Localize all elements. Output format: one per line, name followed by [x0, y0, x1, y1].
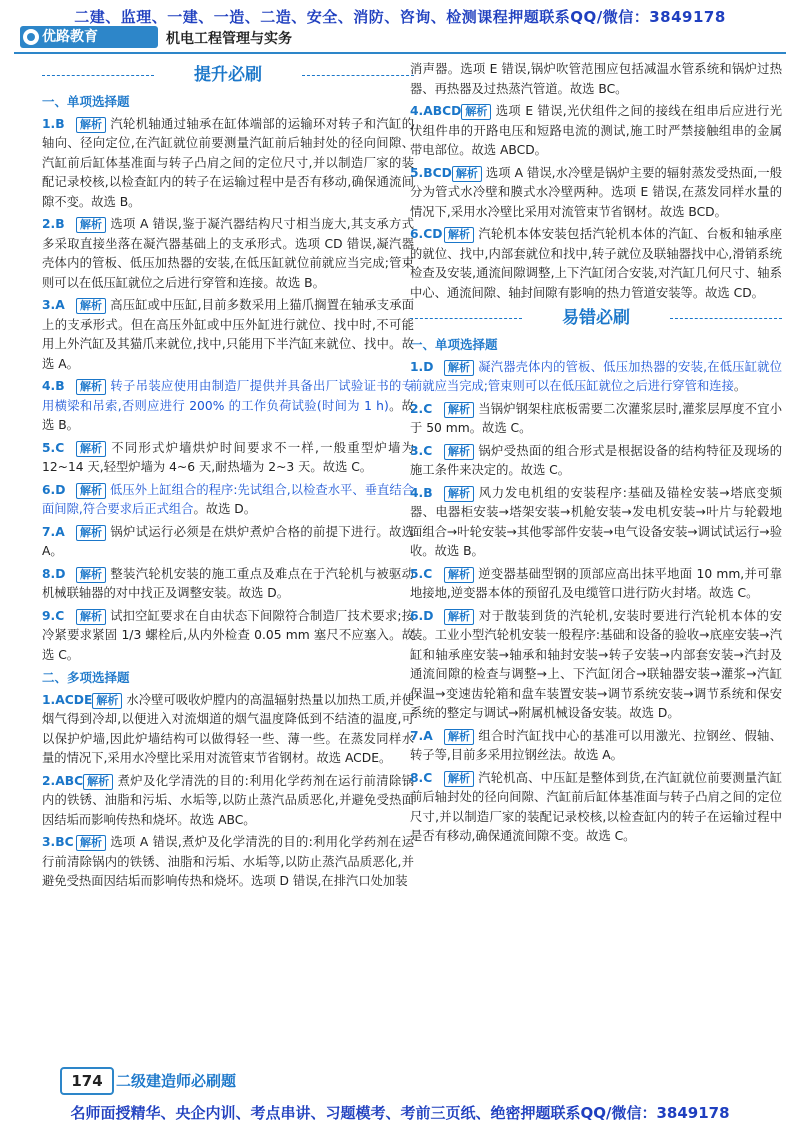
answer-number: 3.BC: [42, 835, 74, 849]
answer-number: 5.BCD: [410, 165, 452, 180]
answer-item: [42, 115, 414, 213]
analysis-tag: 解析: [76, 379, 106, 395]
analysis-tag: 解析: [444, 402, 474, 418]
answer-number: 1.ACDE: [42, 692, 93, 707]
answer-item: [42, 296, 414, 374]
answer-text: 试扣空缸要求在自由状态下间隙符合制造厂技术要求;按冷紧要求紧固 1/3 螺栓后,从内外检查 0.05 mm 塞尺不应塞入。故选 C。: [42, 608, 414, 662]
title-rule: [42, 75, 154, 76]
analysis-tag: 解析: [76, 117, 106, 133]
bottom-promo-banner: 名师面授精华、央企内训、考点串讲、习题模考、考前三页纸、绝密押题联系QQ/微信：3849178: [70, 1104, 730, 1122]
answer-item: [410, 225, 782, 303]
answer-text: 整装汽轮机安装的施工重点及难点在于汽轮机与被驱动机械联轴器的对中找正及调整安装。故选 D。: [42, 566, 414, 600]
section-title-text: 易错必刷: [562, 308, 630, 328]
answer-text: 不同形式炉墙烘炉时间要求不一样,一般重型炉墙为 12~14 天,轻型炉墙为 4~6 天,耐热墙为 2~3 天。故选 C。: [42, 440, 414, 474]
answer-item: [410, 607, 782, 724]
analysis-tag: 解析: [444, 486, 474, 502]
answer-number: 8.C: [410, 770, 433, 785]
logo-icon: [23, 29, 39, 45]
title-rule: [670, 318, 782, 319]
top-promo-banner: 二建、监理、一建、一造、二造、安全、消防、咨询、检测课程押题联系QQ/微信：3849178: [74, 8, 726, 26]
answer-text: 。故选 B。: [42, 398, 414, 432]
answer-number: 5.C: [410, 566, 433, 581]
answer-number: 9.C: [42, 608, 65, 623]
answer-number: 6.CD: [410, 227, 443, 241]
analysis-tag: 解析: [444, 771, 474, 787]
answer-number: 1.B: [42, 116, 65, 131]
answer-item: [410, 358, 782, 397]
analysis-tag: 解析: [444, 609, 474, 625]
analysis-tag: 解析: [461, 104, 491, 120]
analysis-tag: 解析: [76, 567, 106, 583]
analysis-tag: 解析: [83, 774, 113, 790]
answer-number: 7.A: [42, 524, 65, 539]
subsection-multi: 二、多项选择题: [42, 670, 130, 685]
page-header: [14, 26, 786, 54]
logo-text: 优路教育: [42, 29, 98, 45]
analysis-tag: 解析: [76, 609, 106, 625]
answer-item: [410, 442, 782, 481]
analysis-tag: 解析: [76, 441, 106, 457]
answer-number: 4.B: [410, 485, 433, 500]
right-column: [410, 60, 782, 850]
answer-number: 2.C: [410, 401, 433, 416]
answer-item: [42, 833, 414, 892]
analysis-tag: 解析: [76, 835, 106, 851]
answer-item: [42, 523, 414, 562]
subsection-single: 一、单项选择题: [410, 337, 498, 352]
page-number: 174: [60, 1067, 114, 1095]
answer-item: [410, 727, 782, 766]
answer-text: 汽轮机轴通过轴承在缸体端部的运输环对转子和汽缸的轴向、径向定位,在汽缸就位前要测量汽缸前后轴封处的径向间隙、汽缸前后缸体基准面与转子凸肩之间的定位尺寸,并以制造厂家的装配记录校核,以检查缸内的转子在运输过程中是否有移动,确保通流间隙不变。故选 B。: [42, 116, 414, 209]
answer-number: 3.C: [410, 443, 433, 458]
answer-number: 3.A: [42, 298, 65, 312]
answer-number: 2.ABC: [42, 773, 84, 788]
answer-text: 。: [733, 379, 747, 393]
analysis-tag: 解析: [444, 444, 474, 460]
answer-text: 选项 A 错误,鉴于凝汽器结构尺寸相当庞大,其支承方式多采取直接坐落在凝汽器基础上的支承形式。选项 CD 错误,凝汽器壳体内的管板、低压加热器的安装,在低压缸就位前就应当完成;管束则可以在低压缸就位之后进行穿管和连接。故选 B。: [42, 217, 414, 290]
answer-text: 汽轮机高、中压缸是整体到货,在汽缸就位前要测量汽缸前后轴封处的径向间隙、汽缸前后缸体基准面与转子凸肩之间的定位尺寸,并以制造厂家的装配记录校核,以检查缸内的转子在运输过程中是否有移动,确保通流间隙不变。故选 C。: [410, 770, 782, 843]
answer-text: 风力发电机组的安装程序:基础及锚栓安装→塔底变频器、电器柜安装→塔架安装→机舱安装→发电机安装→叶片与轮毂地面组合→叶轮安装→其他零部件安装→电气设备安装→调试试运行→验收。故选 B。: [410, 485, 782, 558]
answer-number: 1.D: [410, 359, 434, 374]
analysis-tag: 解析: [444, 360, 474, 376]
highlighted-text: 转子吊装应使用由制造厂提供并具备出厂试验证书的专用横梁和吊索,否则应进行 200% 的工作负荷试验(时间为 1 h): [42, 379, 414, 413]
answer-item: [42, 439, 414, 478]
answer-text: 选项 E 错误,光伏组件之间的接线在组串后应进行光伏组件串的开路电压和短路电流的测试,施工时严禁接触组串的金属带电部位。故选 ABCD。: [410, 104, 782, 157]
answer-item: [42, 565, 414, 604]
answer-text: 逆变器基础型钢的顶部应高出抹平地面 10 mm,并可靠地接地,逆变器本体的预留孔及电缆管口进行防火封堵。故选 C。: [410, 566, 782, 600]
analysis-tag: 解析: [76, 483, 106, 499]
answer-item: [42, 607, 414, 666]
answer-number: 4.ABCD: [410, 104, 462, 118]
analysis-tag: 解析: [444, 567, 474, 583]
answer-item: [410, 400, 782, 439]
answer-item: [42, 481, 414, 520]
analysis-tag: 解析: [76, 217, 106, 233]
answer-continuation: 消声器。选项 E 错误,锅炉吹管范围应包括减温水管系统和锅炉过热器、再热器及过热蒸汽管道。故选 BC。: [410, 62, 782, 96]
analysis-tag: 解析: [452, 166, 482, 182]
subsection-single: 一、单项选择题: [42, 94, 130, 109]
highlighted-text: 凝汽器壳体内的管板、低压加热器的安装,在低压缸就位前就应当完成;管束则可以在低压缸就位之后进行穿管和连接: [410, 359, 782, 393]
answer-item: [42, 691, 414, 769]
answer-text: 组合时汽缸找中心的基准可以用激光、拉钢丝、假轴、转子等,目前多采用拉钢丝法。故选 A。: [410, 728, 782, 762]
answer-item: [410, 164, 782, 223]
answer-text: 。故选 D。: [193, 502, 257, 516]
answer-item: [410, 769, 782, 847]
answer-text: 选项 A 错误,煮炉及化学清洗的目的:利用化学药剂在运行前清除锅内的铁锈、油脂和污垢、水垢等,以防止蒸汽品质恶化,并避免受热面因结垢而影响传热和烧坏。选项 D 错误,在排汽口处加装: [42, 835, 414, 888]
answer-number: 2.B: [42, 217, 65, 231]
answer-item: [410, 484, 782, 562]
answer-text: 对于散装到货的汽轮机,安装时要进行汽轮机本体的安装。工业小型汽轮机安装一般程序:基础和设备的验收→底座安装→汽缸和轴承座安装→轴承和轴封安装→转子安装→内部套安装→汽封及通流间隙的检查与调整→上、下汽缸闭合→联轴器安装→灌浆→汽缸保温→变速齿轮箱和盘车装置安装→调节系统安装→调节系统和保安系统的整定与调试→附属机械设备安装。故选 D。: [410, 608, 782, 720]
analysis-tag: 解析: [76, 525, 106, 541]
answer-number: 8.D: [42, 566, 66, 581]
analysis-tag: 解析: [444, 729, 474, 745]
answer-text: 煮炉及化学清洗的目的:利用化学药剂在运行前清除锅内的铁锈、油脂和污垢、水垢等,以防止蒸汽品质恶化,并避免受热面因结垢而影响传热和烧坏。故选 ABC。: [42, 773, 414, 827]
title-rule: [410, 318, 522, 319]
analysis-tag: 解析: [92, 693, 122, 709]
answer-item: [42, 772, 414, 831]
analysis-tag: 解析: [444, 227, 474, 243]
highlighted-text: 低压外上缸组合的程序:先试组合,以检查水平、垂直结合面间隙,符合要求后正式组合: [42, 482, 414, 516]
answer-text: 选项 A 错误,水冷壁是锅炉主要的辐射蒸发受热面,一般分为管式水冷壁和膜式水冷壁两种。选项 E 错误,在蒸发同样水量的情况下,采用水冷壁比采用对流管束节省钢材。故选 BCD。: [410, 165, 782, 219]
answer-number: 4.B: [42, 379, 65, 393]
section-title-yicuo: [410, 307, 782, 329]
title-rule: [302, 75, 414, 76]
answer-text: 当锅炉钢架柱底板需要二次灌浆层时,灌浆层厚度不宜小于 50 mm。故选 C。: [410, 401, 782, 435]
section-title-tisheng: [42, 64, 414, 86]
answer-number: 5.C: [42, 440, 65, 455]
answer-item: [410, 102, 782, 161]
answer-item: [410, 565, 782, 604]
answer-text: 锅炉受热面的组合形式是根据设备的结构特征及现场的施工条件来决定的。故选 C。: [410, 443, 782, 477]
answer-text: 锅炉试运行必须是在烘炉煮炉合格的前提下进行。故选 A。: [42, 524, 414, 558]
answer-text: 水冷壁可吸收炉膛内的高温辐射热量以加热工质,并使烟气得到冷却,以便进入对流烟道的烟气温度降低到不结渣的温度,可以保护炉墙,因此炉墙结构可以做得轻一些、薄一些。在蒸发同样水量的情况下,采用水冷壁比采用对流管束节省钢材。故选 ACDE。: [42, 692, 414, 765]
answer-number: 7.A: [410, 728, 433, 743]
answer-text: 高压缸或中压缸,目前多数采用上猫爪搁置在轴承支承面上的支承形式。但在高压外缸或中压外缸进行就位、找中时,不可能用上外汽缸及其猫爪来就位,找中,只能用下半汽缸来就位、找中。故选 A。: [42, 298, 414, 371]
left-column: [42, 60, 414, 895]
answer-number: 6.D: [410, 608, 434, 623]
answer-number: 6.D: [42, 482, 66, 497]
answer-text: 汽轮机本体安装包括汽轮机本体的汽缸、台板和轴承座的就位、找中,内部套就位和找中,转子就位及联轴器找中心,滑销系统检查及安装,通流间隙调整,上下汽缸闭合安装,对汽缸几何尺寸、轴系中心、通流间隙、轴封间隙有影响的热力管道安装等。故选 CD。: [410, 227, 782, 300]
answer-item: [42, 215, 414, 293]
section-title-text: 提升必刷: [194, 65, 262, 85]
book-title: 机电工程管理与实务: [166, 31, 292, 47]
footer-book-name: 二级建造师必刷题: [116, 1072, 237, 1090]
analysis-tag: 解析: [76, 298, 106, 314]
answer-item: [42, 377, 414, 436]
publisher-logo: [20, 26, 158, 48]
